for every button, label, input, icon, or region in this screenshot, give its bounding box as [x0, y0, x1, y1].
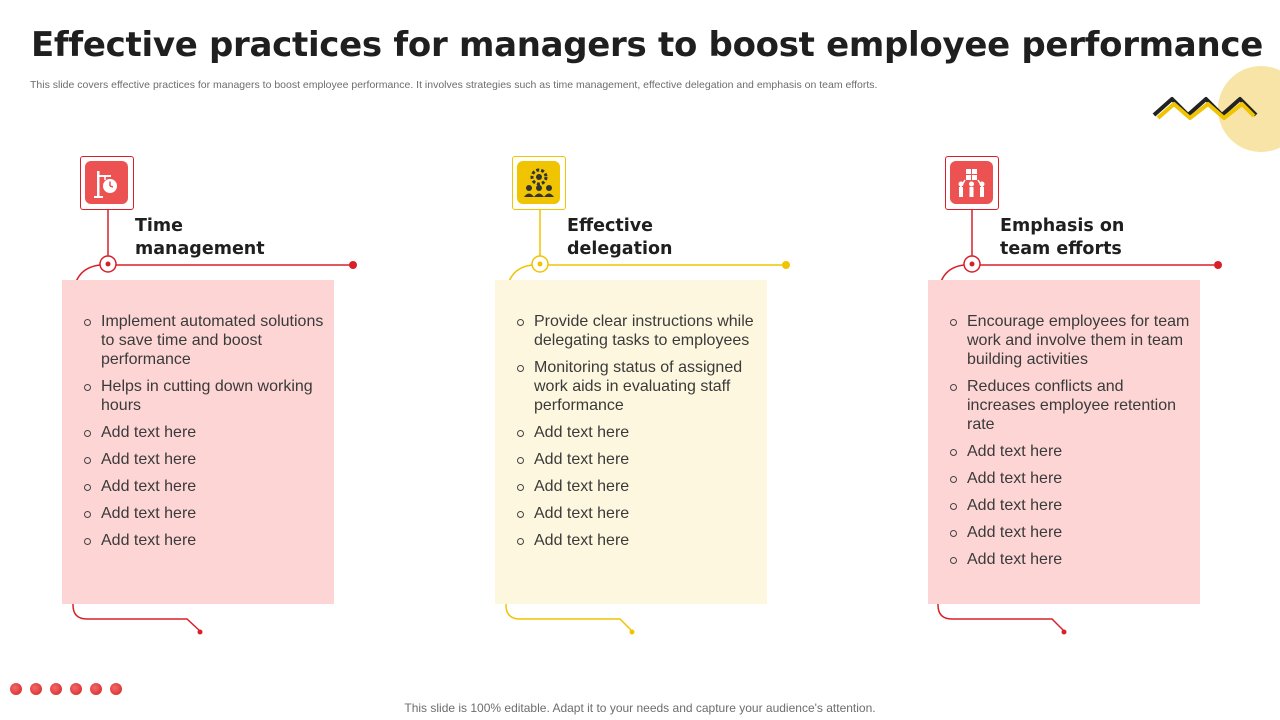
clock-sign-icon — [91, 167, 123, 199]
delegation-icon-frame — [512, 156, 566, 210]
list-item: Helps in cutting down working hours — [83, 377, 324, 415]
list-item: Provide clear instructions while delegating tasks to employees — [516, 312, 757, 350]
decorative-dot — [70, 683, 82, 695]
decorative-dot — [10, 683, 22, 695]
list-item: Monitoring status of assigned work aids in evaluating staff performance — [516, 358, 757, 415]
list-item: Add text here — [516, 450, 757, 469]
list-item: Add text here — [83, 423, 324, 442]
slide-title: Effective practices for managers to boost employee performance — [31, 25, 1263, 65]
timeline-end-dot — [349, 261, 357, 269]
decorative-dots — [10, 683, 122, 695]
practice-panel-time-management — [62, 280, 334, 604]
team-puzzle-icon — [955, 166, 989, 200]
bullet-list — [62, 280, 334, 550]
list-item: Add text here — [516, 477, 757, 496]
decorative-dot — [90, 683, 102, 695]
list-item: Add text here — [949, 550, 1190, 569]
practice-panel-effective-delegation — [495, 280, 767, 604]
slide-footer: This slide is 100% editable. Adapt it to your needs and capture your audience's attention. — [404, 701, 876, 715]
list-item: Add text here — [83, 477, 324, 496]
list-item: Encourage employees for team work and involve them in team building activities — [949, 312, 1190, 369]
list-item: Add text here — [949, 469, 1190, 488]
time-management-icon-frame — [80, 156, 134, 210]
list-item: Add text here — [516, 531, 757, 550]
bullet-list — [495, 280, 767, 550]
list-item: Add text here — [83, 504, 324, 523]
column-title-effective-delegation: Effective delegation — [567, 216, 673, 259]
list-item: Add text here — [516, 423, 757, 442]
column-title-team-efforts: Emphasis on team efforts — [1000, 216, 1125, 259]
list-item: Add text here — [949, 523, 1190, 542]
list-item: Reduces conflicts and increases employee retention rate — [949, 377, 1190, 434]
decorative-dot — [30, 683, 42, 695]
team-gear-icon — [522, 166, 556, 200]
list-item: Implement automated solutions to save time and boost performance — [83, 312, 324, 369]
practice-panel-team-efforts — [928, 280, 1200, 604]
list-item: Add text here — [83, 450, 324, 469]
list-item: Add text here — [949, 442, 1190, 461]
column-title-time-management: Time management — [135, 216, 265, 259]
decorative-dot — [50, 683, 62, 695]
list-item: Add text here — [83, 531, 324, 550]
list-item: Add text here — [949, 496, 1190, 515]
team-efforts-icon-frame — [945, 156, 999, 210]
bullet-list — [928, 280, 1200, 569]
list-item: Add text here — [516, 504, 757, 523]
slide-subtitle: This slide covers effective practices for managers to boost employee performance. It involves strategies such as time management, effective delegation and emphasis on team efforts. — [30, 79, 878, 91]
decorative-dot — [110, 683, 122, 695]
